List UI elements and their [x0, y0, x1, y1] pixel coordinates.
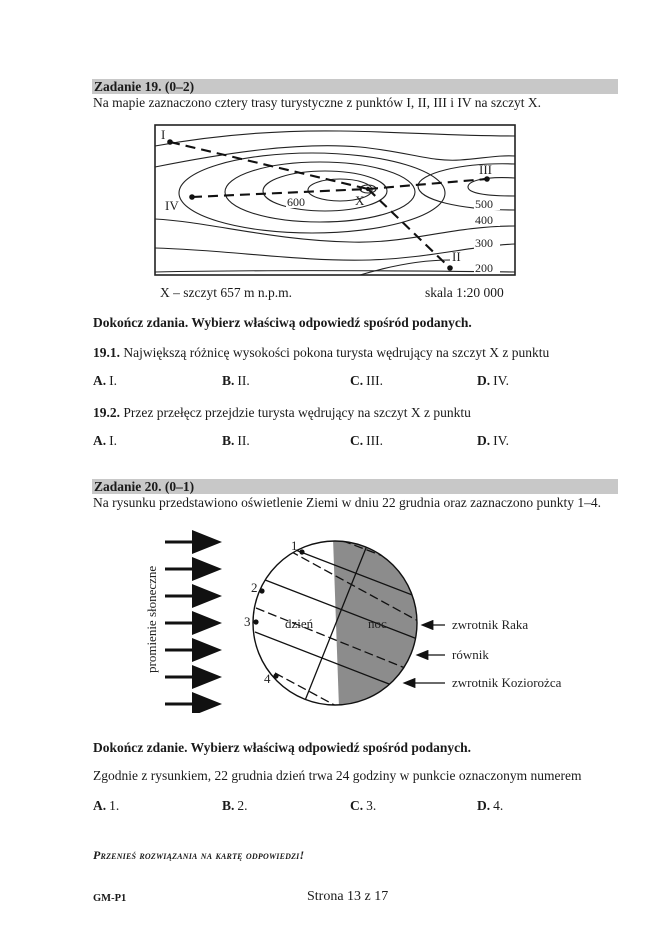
figure-point-2: 2	[251, 580, 258, 595]
option-19-2-c[interactable]: C. III.	[350, 433, 383, 448]
day-label: dzień	[285, 616, 314, 631]
option-20-d[interactable]: D. 4.	[477, 798, 504, 813]
map-point-II: II	[452, 249, 461, 264]
option-20-a[interactable]: A. 1.	[93, 798, 120, 813]
task-20-header: Zadanie 20. (0–1)	[92, 479, 618, 494]
map-caption-summit: X – szczyt 657 m n.p.m.	[160, 285, 292, 300]
page-number: Strona 13 z 17	[307, 889, 389, 904]
task-19-header: Zadanie 19. (0–2)	[92, 79, 618, 94]
contour-label-600: 600	[287, 195, 305, 209]
option-20-b[interactable]: B. 2.	[222, 798, 248, 813]
question-19-1	[93, 345, 549, 361]
contour-label-200: 200	[475, 261, 493, 275]
contour-label-400: 400	[475, 213, 493, 227]
map-point-X: X	[355, 193, 365, 208]
task-20-instruction: Dokończ zdanie. Wybierz właściwą odpowiedź spośród podanych.	[93, 740, 472, 755]
label-tropic-capricorn: zwrotnik Koziorożca	[452, 675, 562, 690]
option-19-2-b[interactable]: B. II.	[222, 433, 250, 448]
question-19-2-number: 19.2.	[93, 405, 120, 420]
option-19-1-c[interactable]: C. III.	[350, 373, 383, 388]
task-20-intro: Na rysunku przedstawiono oświetlenie Ziemi w dniu 22 grudnia oraz zaznaczono punkty 1–4.	[93, 495, 601, 510]
task-19-instruction: Dokończ zdania. Wybierz właściwą odpowiedź spośród podanych.	[93, 315, 472, 330]
contour-label-300: 300	[475, 236, 493, 250]
figure-point-4: 4	[264, 671, 271, 686]
map-point-IV: IV	[165, 198, 179, 213]
earth-illumination-figure	[140, 528, 580, 713]
label-equator: równik	[452, 647, 489, 662]
figure-point-1: 1	[291, 538, 298, 553]
label-tropic-cancer: zwrotnik Raka	[452, 617, 529, 632]
transfer-answers-note: Przenieś rozwiązania na kartę odpowiedzi!	[93, 848, 305, 862]
option-19-1-a[interactable]: A. I.	[93, 373, 117, 388]
map-point-III: III	[479, 162, 492, 177]
map-point-I: I	[161, 127, 166, 142]
figure-point-3: 3	[244, 614, 251, 629]
option-19-1-d[interactable]: D. IV.	[477, 373, 510, 388]
question-19-1-number: 19.1.	[93, 345, 120, 360]
option-19-1-b[interactable]: B. II.	[222, 373, 250, 388]
rays-label: promienie słoneczne	[144, 565, 159, 673]
task-19-intro: Na mapie zaznaczono cztery trasy turystyczne z punktów I, II, III i IV na szczyt X.	[93, 95, 542, 110]
option-20-c[interactable]: C. 3.	[350, 798, 377, 813]
option-19-2-d[interactable]: D. IV.	[477, 433, 510, 448]
contour-map	[150, 122, 520, 280]
map-caption-scale: skala 1:20 000	[425, 285, 504, 300]
contour-label-500: 500	[475, 197, 493, 211]
question-19-2-text: Przez przełęcz przejdzie turysta wędrujący na szczyt X z punktu	[123, 405, 471, 420]
option-19-2-a[interactable]: A. I.	[93, 433, 117, 448]
task-20-question: Zgodnie z rysunkiem, 22 grudnia dzień trwa 24 godziny w punkcie oznaczonym numerem	[93, 768, 582, 783]
sun-rays	[165, 542, 216, 704]
night-label: noc	[368, 616, 387, 631]
question-19-1-text: Największą różnicę wysokości pokona turysta wędrujący na szczyt X z punktu	[123, 345, 550, 360]
exam-code: GM-P1	[93, 893, 127, 904]
question-19-2	[93, 405, 471, 421]
